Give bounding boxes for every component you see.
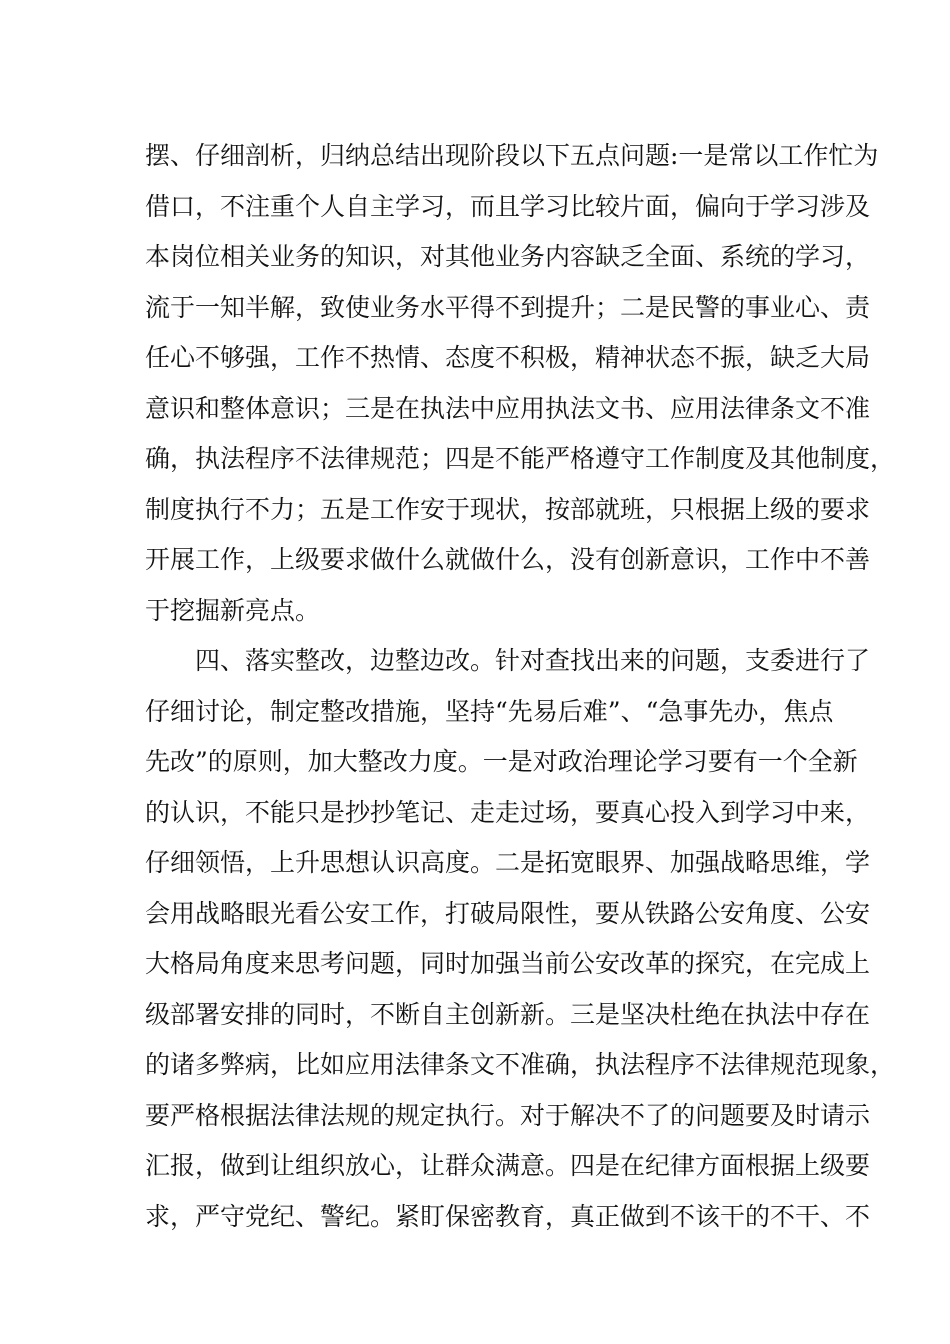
text-line: 摆、仔细剖析，归纳总结出现阶段以下五点问题:一是常以工作忙为 bbox=[145, 141, 879, 170]
text-line: 本岗位相关业务的知识，对其他业务内容缺乏全面、系统的学习， bbox=[145, 242, 871, 271]
text-line: 级部署安排的同时，不断自主创新新。三是坚决杜绝在执法中存在 bbox=[145, 999, 871, 1029]
text-line: 汇报，做到让组织放心，让群众满意。四是在纪律方面根据上级要 bbox=[145, 1151, 871, 1180]
text-line: 意识和整体意识；三是在执法中应用执法文书、应用法律条文不准 bbox=[145, 393, 871, 423]
text-line: 的诸多弊病，比如应用法律条文不准确，执法程序不法律规范现象， bbox=[145, 1050, 896, 1079]
text-line: 仔细讨论，制定整改措施，坚持“先易后难”、“急事先办，焦点 bbox=[145, 696, 834, 726]
text-line: 会用战略眼光看公安工作，打破局限性，要从铁路公安角度、公安 bbox=[145, 898, 871, 928]
text-line: 确，执法程序不法律规范；四是不能严格遵守工作制度及其他制度， bbox=[145, 444, 896, 473]
text-line: 先改”的原则，加大整改力度。一是对政治理论学习要有一个全新 bbox=[145, 747, 858, 776]
text-line: 要严格根据法律法规的规定执行。对于解决不了的问题要及时请示 bbox=[145, 1100, 871, 1130]
text-line: 仔细领悟，上升思想认识高度。二是拓宽眼界、加强战略思维，学 bbox=[145, 848, 871, 877]
text-line: 流于一知半解，致使业务水平得不到提升；二是民警的事业心、责 bbox=[145, 292, 871, 322]
text-line: 借口，不注重个人自主学习，而且学习比较片面，偏向于学习涉及 bbox=[145, 191, 871, 221]
text-line: 于挖掘新亮点。 bbox=[145, 595, 321, 625]
text-line: 制度执行不力；五是工作安于现状，按部就班，只根据上级的要求 bbox=[145, 494, 871, 524]
text-line: 大格局角度来思考问题，同时加强当前公安改革的探究，在完成上 bbox=[145, 949, 871, 978]
text-line: 任心不够强，工作不热情、态度不积极，精神状态不振，缺乏大局 bbox=[145, 343, 871, 372]
text-line: 开展工作，上级要求做什么就做什么，没有创新意识，工作中不善 bbox=[145, 545, 871, 574]
text-line: 求，严守党纪、警纪。紧盯保密教育，真正做到不该干的不干、不 bbox=[145, 1201, 871, 1231]
paragraph-first-line: 四、落实整改，边整边改。针对查找出来的问题，支委进行了 bbox=[195, 646, 871, 675]
body-text bbox=[145, 131, 896, 1242]
text-line: 的认识，不能只是抄抄笔记、走走过场，要真心投入到学习中来， bbox=[145, 797, 871, 827]
